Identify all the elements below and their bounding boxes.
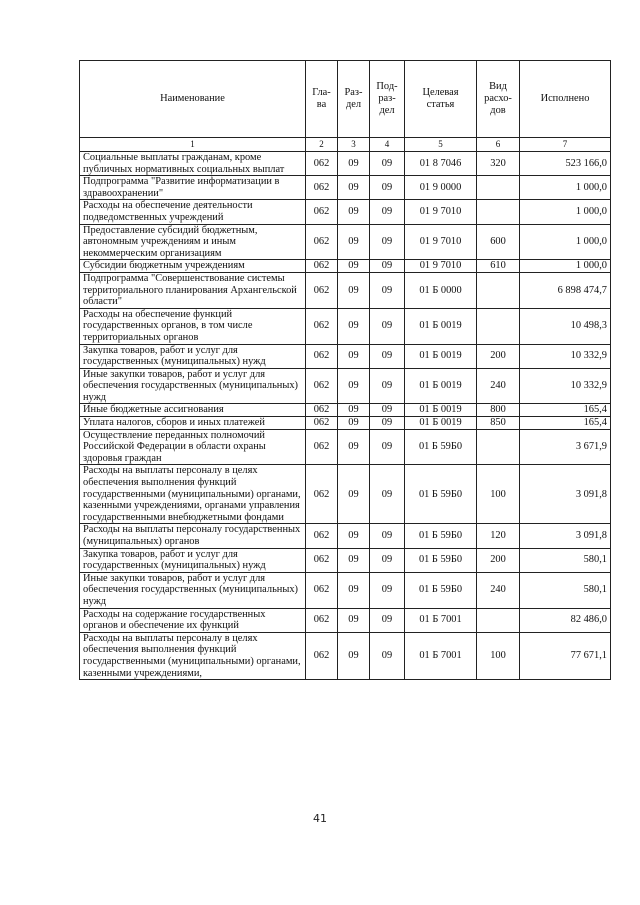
budget-table [79, 60, 611, 680]
cell-ispolneno: 77 671,1 [520, 632, 611, 679]
table-row [80, 572, 611, 608]
cell-vid [477, 308, 520, 344]
cell-name: Расходы на обеспечение функций государственных органов, в том числе территориальных органов [80, 308, 306, 344]
cell-statya: 01 9 0000 [405, 176, 477, 200]
cell-vid [477, 176, 520, 200]
column-number: 4 [370, 138, 405, 152]
cell-name: Закупка товаров, работ и услуг для государственных (муниципальных) нужд [80, 344, 306, 368]
cell-razdel: 09 [338, 200, 370, 224]
cell-vid: 240 [477, 368, 520, 404]
cell-vid: 200 [477, 548, 520, 572]
cell-razdel: 09 [338, 344, 370, 368]
cell-ispolneno: 523 166,0 [520, 152, 611, 176]
cell-name: Уплата налогов, сборов и иных платежей [80, 417, 306, 430]
table-row [80, 465, 611, 524]
table-row [80, 608, 611, 632]
cell-ispolneno: 580,1 [520, 548, 611, 572]
table-row [80, 308, 611, 344]
cell-ispolneno: 82 486,0 [520, 608, 611, 632]
cell-name: Расходы на выплаты персоналу в целях обеспечения выполнения функций государственными (муниципальными) органами, казенными учреждениями, органами управления государственными внебюджетными фондами [80, 465, 306, 524]
cell-vid: 100 [477, 465, 520, 524]
cell-podrazdel: 09 [370, 344, 405, 368]
cell-glava: 062 [306, 429, 338, 465]
cell-statya: 01 8 7046 [405, 152, 477, 176]
cell-vid [477, 429, 520, 465]
cell-ispolneno: 1 000,0 [520, 200, 611, 224]
column-number-row [80, 138, 611, 152]
cell-razdel: 09 [338, 548, 370, 572]
cell-statya: 01 Б 59Б0 [405, 429, 477, 465]
cell-vid: 600 [477, 224, 520, 260]
cell-ispolneno: 3 091,8 [520, 465, 611, 524]
cell-vid: 610 [477, 260, 520, 273]
cell-ispolneno: 3 671,9 [520, 429, 611, 465]
cell-vid: 120 [477, 524, 520, 548]
cell-vid [477, 608, 520, 632]
cell-ispolneno: 1 000,0 [520, 176, 611, 200]
cell-podrazdel: 09 [370, 224, 405, 260]
table-row [80, 224, 611, 260]
header-row [80, 61, 611, 138]
table-row [80, 260, 611, 273]
cell-podrazdel: 09 [370, 308, 405, 344]
cell-statya: 01 Б 59Б0 [405, 548, 477, 572]
cell-name: Предоставление субсидий бюджетным, автономным учреждениям и иным некоммерческим организациям [80, 224, 306, 260]
cell-razdel: 09 [338, 404, 370, 417]
cell-razdel: 09 [338, 417, 370, 430]
table-row [80, 548, 611, 572]
cell-ispolneno: 6 898 474,7 [520, 272, 611, 308]
cell-glava: 062 [306, 308, 338, 344]
cell-statya: 01 Б 0019 [405, 368, 477, 404]
cell-razdel: 09 [338, 368, 370, 404]
cell-statya: 01 Б 0019 [405, 417, 477, 430]
cell-ispolneno: 580,1 [520, 572, 611, 608]
cell-podrazdel: 09 [370, 632, 405, 679]
cell-podrazdel: 09 [370, 200, 405, 224]
cell-statya: 01 9 7010 [405, 224, 477, 260]
cell-statya: 01 Б 59Б0 [405, 524, 477, 548]
cell-name: Субсидии бюджетным учреждениям [80, 260, 306, 273]
table-row [80, 632, 611, 679]
header-ispolneno: Исполнено [520, 61, 611, 138]
cell-podrazdel: 09 [370, 368, 405, 404]
cell-glava: 062 [306, 417, 338, 430]
cell-razdel: 09 [338, 524, 370, 548]
table-row [80, 524, 611, 548]
cell-podrazdel: 09 [370, 260, 405, 273]
table-row [80, 404, 611, 417]
cell-razdel: 09 [338, 260, 370, 273]
cell-podrazdel: 09 [370, 404, 405, 417]
cell-razdel: 09 [338, 632, 370, 679]
cell-statya: 01 Б 7001 [405, 608, 477, 632]
cell-glava: 062 [306, 176, 338, 200]
column-number: 2 [306, 138, 338, 152]
cell-name: Иные закупки товаров, работ и услуг для обеспечения государственных (муниципальных) нужд [80, 572, 306, 608]
cell-razdel: 09 [338, 572, 370, 608]
table-row [80, 417, 611, 430]
table-row [80, 429, 611, 465]
cell-statya: 01 9 7010 [405, 260, 477, 273]
cell-name: Иные бюджетные ассигнования [80, 404, 306, 417]
cell-ispolneno: 10 498,3 [520, 308, 611, 344]
table-row [80, 368, 611, 404]
cell-vid [477, 272, 520, 308]
cell-vid: 240 [477, 572, 520, 608]
table-row [80, 200, 611, 224]
cell-glava: 062 [306, 344, 338, 368]
cell-glava: 062 [306, 572, 338, 608]
header-podrazdel: Под- раз- дел [370, 61, 405, 138]
cell-razdel: 09 [338, 308, 370, 344]
cell-podrazdel: 09 [370, 272, 405, 308]
table-row [80, 272, 611, 308]
cell-podrazdel: 09 [370, 572, 405, 608]
cell-glava: 062 [306, 524, 338, 548]
cell-razdel: 09 [338, 608, 370, 632]
cell-statya: 01 Б 59Б0 [405, 465, 477, 524]
cell-podrazdel: 09 [370, 429, 405, 465]
cell-razdel: 09 [338, 224, 370, 260]
cell-glava: 062 [306, 404, 338, 417]
header-name: Наименование [80, 61, 306, 138]
cell-podrazdel: 09 [370, 608, 405, 632]
cell-vid: 100 [477, 632, 520, 679]
column-number: 7 [520, 138, 611, 152]
cell-glava: 062 [306, 368, 338, 404]
cell-name: Закупка товаров, работ и услуг для государственных (муниципальных) нужд [80, 548, 306, 572]
column-number: 1 [80, 138, 306, 152]
cell-name: Расходы на выплаты персоналу в целях обеспечения выполнения функций государственными (муниципальными) органами, казенными учреждениями, [80, 632, 306, 679]
cell-vid: 850 [477, 417, 520, 430]
column-number: 6 [477, 138, 520, 152]
cell-name: Осуществление переданных полномочий Российской Федерации в области охраны здоровья граждан [80, 429, 306, 465]
cell-name: Подпрограмма "Совершенствование системы территориального планирования Архангельской области" [80, 272, 306, 308]
header-vid: Вид расхо- дов [477, 61, 520, 138]
cell-ispolneno: 10 332,9 [520, 344, 611, 368]
cell-razdel: 09 [338, 272, 370, 308]
table-row [80, 152, 611, 176]
cell-statya: 01 Б 0019 [405, 344, 477, 368]
cell-glava: 062 [306, 260, 338, 273]
cell-glava: 062 [306, 152, 338, 176]
table-row [80, 176, 611, 200]
cell-statya: 01 Б 59Б0 [405, 572, 477, 608]
cell-vid: 320 [477, 152, 520, 176]
cell-glava: 062 [306, 608, 338, 632]
cell-glava: 062 [306, 465, 338, 524]
cell-razdel: 09 [338, 176, 370, 200]
cell-podrazdel: 09 [370, 152, 405, 176]
cell-statya: 01 9 7010 [405, 200, 477, 224]
cell-ispolneno: 1 000,0 [520, 224, 611, 260]
cell-glava: 062 [306, 200, 338, 224]
cell-vid [477, 200, 520, 224]
cell-ispolneno: 1 000,0 [520, 260, 611, 273]
table-row [80, 344, 611, 368]
cell-ispolneno: 165,4 [520, 417, 611, 430]
cell-podrazdel: 09 [370, 417, 405, 430]
cell-podrazdel: 09 [370, 176, 405, 200]
cell-name: Расходы на обеспечение деятельности подведомственных учреждений [80, 200, 306, 224]
page-number: 41 [313, 812, 327, 825]
header-glava: Гла- ва [306, 61, 338, 138]
cell-glava: 062 [306, 548, 338, 572]
cell-statya: 01 Б 7001 [405, 632, 477, 679]
cell-ispolneno: 10 332,9 [520, 368, 611, 404]
cell-glava: 062 [306, 272, 338, 308]
header-statya: Целевая статья [405, 61, 477, 138]
column-number: 5 [405, 138, 477, 152]
cell-vid: 800 [477, 404, 520, 417]
cell-podrazdel: 09 [370, 524, 405, 548]
cell-vid: 200 [477, 344, 520, 368]
cell-ispolneno: 3 091,8 [520, 524, 611, 548]
table-body [80, 152, 611, 680]
cell-name: Иные закупки товаров, работ и услуг для обеспечения государственных (муниципальных) нужд [80, 368, 306, 404]
cell-razdel: 09 [338, 465, 370, 524]
cell-glava: 062 [306, 224, 338, 260]
cell-ispolneno: 165,4 [520, 404, 611, 417]
cell-name: Социальные выплаты гражданам, кроме публичных нормативных социальных выплат [80, 152, 306, 176]
cell-podrazdel: 09 [370, 548, 405, 572]
cell-name: Подпрограмма "Развитие информатизации в здравоохранении" [80, 176, 306, 200]
cell-razdel: 09 [338, 152, 370, 176]
cell-name: Расходы на выплаты персоналу государственных (муниципальных) органов [80, 524, 306, 548]
cell-podrazdel: 09 [370, 465, 405, 524]
header-razdel: Раз- дел [338, 61, 370, 138]
column-number: 3 [338, 138, 370, 152]
cell-statya: 01 Б 0019 [405, 308, 477, 344]
cell-statya: 01 Б 0000 [405, 272, 477, 308]
cell-glava: 062 [306, 632, 338, 679]
cell-statya: 01 Б 0019 [405, 404, 477, 417]
cell-razdel: 09 [338, 429, 370, 465]
cell-name: Расходы на содержание государственных органов и обеспечение их функций [80, 608, 306, 632]
